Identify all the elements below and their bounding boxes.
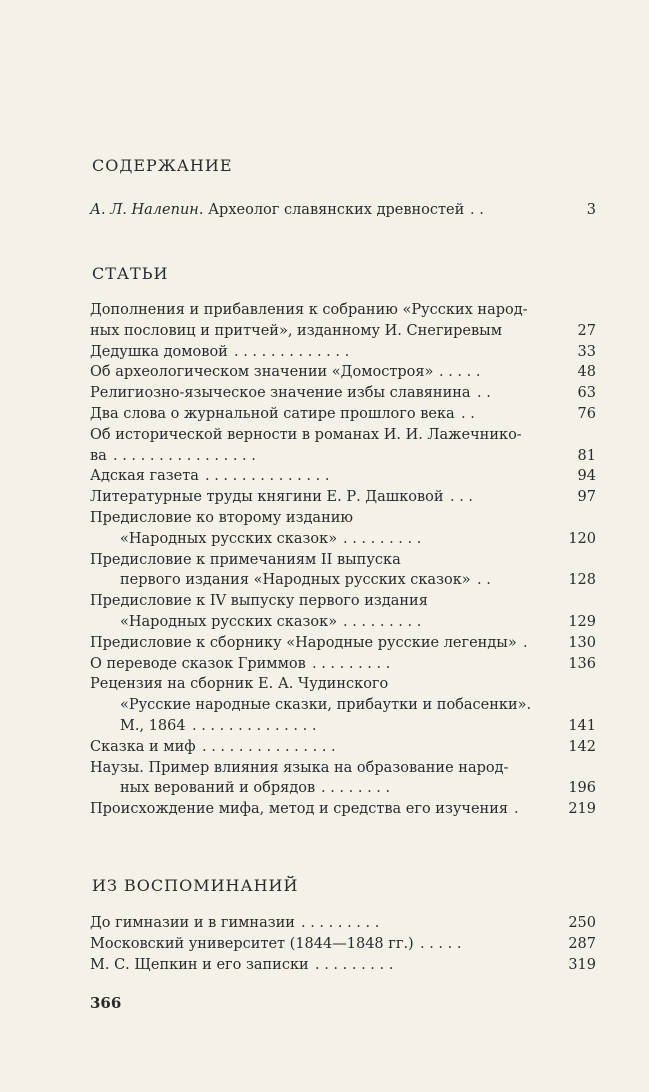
toc-entry (90, 550, 596, 570)
intro-page: 3 (586, 202, 596, 218)
toc-entry-title: Религиозно-языческое значение избы славянина (90, 385, 471, 402)
toc-entry-dots: . . . . . . . . . (301, 915, 380, 931)
contents-heading: СОДЕРЖАНИЕ (92, 156, 233, 175)
intro-title: Археолог славянских древностей (208, 202, 465, 218)
toc-entry (90, 342, 596, 362)
toc-entry-title: Предисловие к примечаниям II выпуска (90, 551, 401, 568)
toc-entry-title: ных верований и обрядов (120, 780, 316, 797)
toc-entry-title: Рецензия на сборник Е. А. Чудинского (90, 676, 389, 693)
toc-entry-title: М. С. Щепкин и его записки (90, 956, 309, 973)
toc-entry-dots: . . . . . . . . . (312, 655, 391, 672)
toc-entry-title: Предисловие к IV выпуску первого издания (90, 593, 428, 610)
toc-entry-title: ных пословиц и притчей», изданному И. Снегиревым (90, 322, 502, 339)
toc-entry-title: первого издания «Народных русских сказок» (120, 572, 471, 589)
toc-entry-dots: . . . . . (420, 935, 462, 952)
toc-entry (90, 913, 596, 933)
toc-entry-page: 250 (568, 915, 596, 931)
intro-entry (90, 200, 596, 220)
toc-entry (90, 612, 596, 632)
toc-entry-dots: . . . . . . . . . (343, 614, 422, 630)
toc-entry-title: Два слова о журнальной сатире прошлого века (90, 406, 455, 422)
toc-entry-page: 136 (568, 655, 596, 672)
toc-entry-dots: . . (461, 406, 475, 422)
toc-entry-title: Об археологическом значении «Домостроя» (90, 364, 434, 381)
toc-entry (90, 778, 596, 798)
toc-entry (90, 716, 596, 736)
toc-entry (90, 466, 596, 486)
toc-entry (90, 404, 596, 424)
toc-entry-page: 76 (577, 406, 596, 422)
intro-text (90, 200, 464, 220)
toc-entry-dots: . . . . . . . . . . . . . . (192, 718, 317, 734)
toc-entry (90, 487, 596, 507)
toc-entry-page: 287 (568, 935, 596, 952)
toc-entry-dots: . . . . . (439, 364, 481, 381)
toc-entry-page: 120 (568, 530, 596, 547)
toc-entry-title: «Народных русских сказок» (120, 530, 338, 547)
toc-entry (90, 300, 596, 320)
toc-entry-page: 129 (568, 614, 596, 630)
toc-entry (90, 654, 596, 674)
toc-entry-page: 81 (577, 447, 596, 464)
toc-entry-dots: . . . . . . . . . . . . . . . . (113, 447, 256, 464)
toc-entry-page: 97 (577, 489, 596, 506)
toc-entry (90, 955, 596, 975)
toc-entry (90, 508, 596, 528)
page-number: 366 (90, 994, 122, 1012)
toc-entry-title: Происхождение мифа, метод и средства его изучения (90, 801, 509, 818)
toc-entry-title: Сказка и миф (90, 738, 196, 755)
toc-entry-dots: . . . . . . . . . (343, 530, 422, 547)
toc-entry-dots: . . . . . . . . . . . . . (234, 343, 350, 360)
toc-entry-page: 196 (568, 780, 596, 797)
toc-entry-page: 33 (577, 343, 596, 360)
articles-heading: СТАТЬИ (92, 264, 169, 283)
toc-entry-dots: . . . (450, 489, 474, 506)
toc-entry-dots: . . . . . . . . . (315, 956, 394, 973)
toc-entry-title: Предисловие к сборнику «Народные русские легенды» (90, 634, 517, 651)
toc-entry-page: 128 (568, 572, 596, 589)
memoirs-heading: ИЗ ВОСПОМИНАНИЙ (92, 876, 299, 895)
toc-entry-page: 48 (577, 364, 596, 381)
toc-entry (90, 529, 596, 549)
toc-entry-title: «Русские народные сказки, прибаутки и побасенки». (120, 697, 532, 714)
toc-entry-dots: . . (477, 572, 491, 589)
toc-entry-title: Об исторической верности в романах И. И. Лажечнико- (90, 426, 522, 443)
toc-entry-title: ва (90, 447, 107, 464)
toc-entry-title: До гимназии и в гимназии (90, 915, 295, 931)
toc-entry-title: Предисловие ко второму изданию (90, 510, 354, 526)
toc-entry (90, 425, 596, 445)
toc-entry-title: О переводе сказок Гриммов (90, 655, 306, 672)
toc-entry (90, 674, 596, 694)
toc-entry-page: 141 (568, 718, 596, 734)
toc-entry (90, 695, 596, 715)
toc-entry-dots: . (514, 801, 519, 818)
intro-dots: . . (470, 202, 484, 218)
toc-entry-title: Дедушка домовой (90, 343, 228, 360)
toc-entry-title: Адская газета (90, 468, 199, 485)
toc-entry (90, 633, 596, 653)
toc-entry-title: Литературные труды княгини Е. Р. Дашковой (90, 489, 444, 506)
toc-entry-title: «Народных русских сказок» (120, 614, 338, 630)
toc-entry (90, 383, 596, 403)
toc-entry-page: 94 (577, 468, 596, 485)
intro-author: А. Л. Налепин. (90, 202, 204, 218)
toc-entry-title: М., 1864 (120, 718, 186, 734)
toc-entry (90, 591, 596, 611)
toc-entry-dots: . . . . . . . . . . . . . . (205, 468, 330, 485)
toc-entry-title: Дополнения и прибавления к собранию «Русских народ- (90, 302, 528, 318)
toc-entry (90, 446, 596, 466)
toc-entry (90, 799, 596, 819)
toc-entry (90, 570, 596, 590)
toc-entry-title: Наузы. Пример влияния языка на образование народ- (90, 759, 509, 776)
toc-entry (90, 934, 596, 954)
toc-entry-page: 219 (568, 801, 596, 818)
toc-entry (90, 321, 596, 341)
toc-entry (90, 362, 596, 382)
toc-entry-dots: . . (477, 385, 491, 402)
toc-entry-page: 142 (568, 738, 596, 755)
toc-entry (90, 737, 596, 757)
toc-entry-dots: . (523, 634, 528, 651)
toc-entry-dots: . . . . . . . . . . . . . . . (202, 738, 336, 755)
toc-entry-page: 63 (577, 385, 596, 402)
toc-entry-dots: . . . . . . . . (321, 780, 391, 797)
toc-entry (90, 758, 596, 778)
toc-entry-page: 319 (568, 956, 596, 973)
toc-entry-page: 130 (568, 634, 596, 651)
toc-entry-page: 27 (577, 322, 596, 339)
toc-entry-title: Московский университет (1844—1848 гг.) (90, 935, 414, 952)
